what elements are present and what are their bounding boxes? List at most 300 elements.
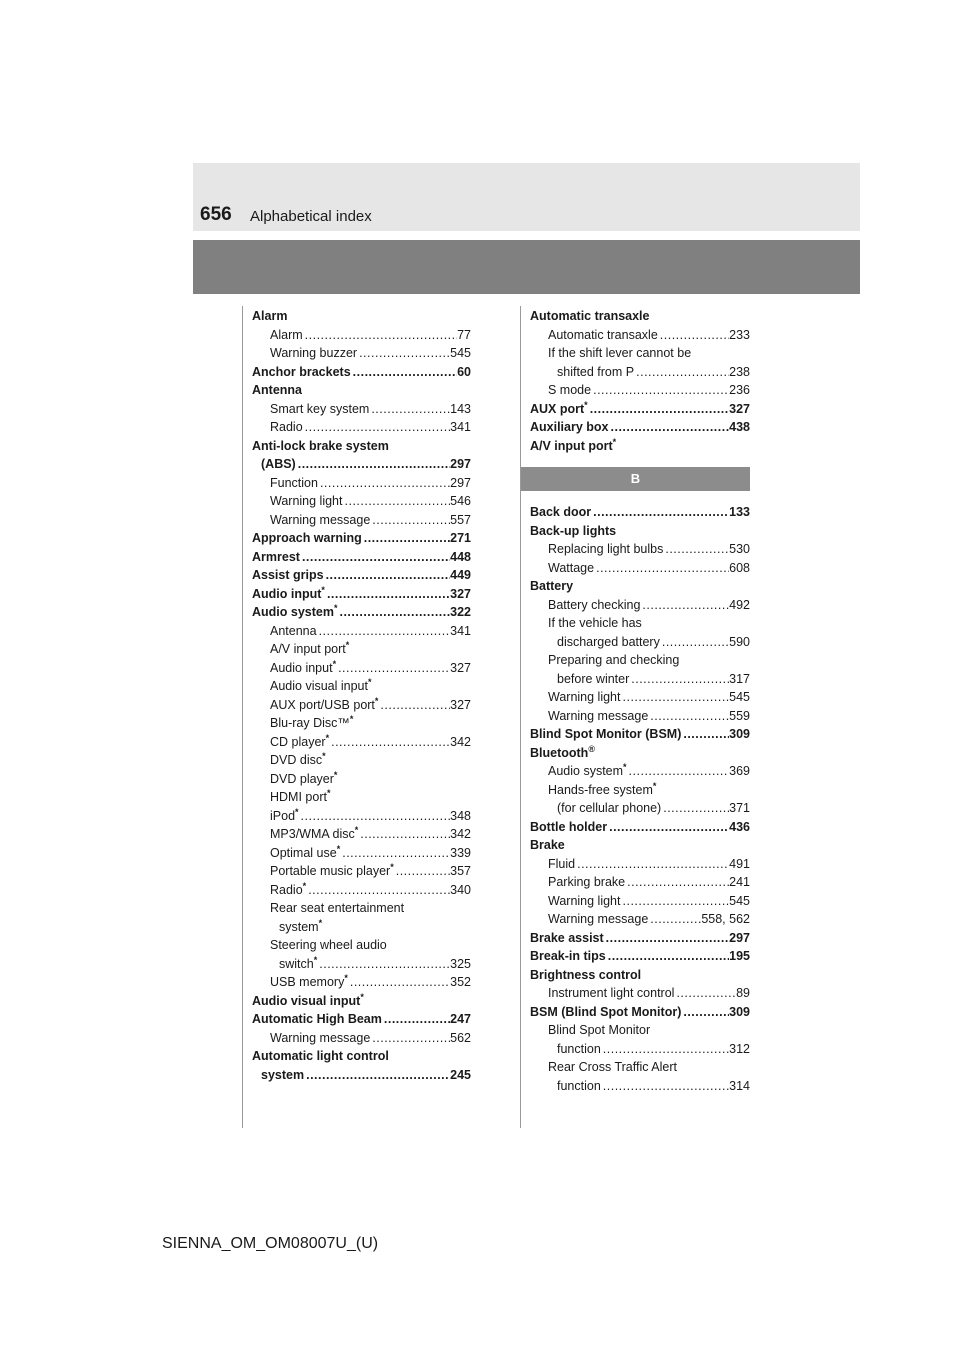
leader-dots <box>658 326 729 345</box>
page-reference: 89 <box>736 986 750 1000</box>
index-subentry <box>252 881 471 900</box>
leader-dots <box>607 818 729 837</box>
index-subentry <box>530 873 750 892</box>
asterisk-icon: * <box>313 954 318 965</box>
entry-text: Rear Cross Traffic Alert <box>548 1060 677 1074</box>
leader-dots <box>591 381 729 400</box>
leader-dots <box>663 540 729 559</box>
asterisk-icon: * <box>367 677 372 687</box>
entry-text: AUX port* <box>530 399 588 416</box>
page-reference: 545 <box>450 346 471 360</box>
page-reference: 492 <box>729 597 750 612</box>
entry-text: (ABS) <box>261 457 296 471</box>
entry-text: Warning message <box>270 1030 371 1045</box>
entry-text: Blind Spot Monitor (BSM) <box>530 727 682 741</box>
index-entry <box>252 381 471 400</box>
index-entry <box>530 522 750 541</box>
entry-text: function <box>557 1041 601 1056</box>
entry-text: Blind Spot Monitor <box>548 1023 651 1037</box>
index-subentry <box>252 492 471 511</box>
entry-text: CD player* <box>270 732 330 749</box>
leader-dots <box>575 855 729 874</box>
entry-text: Instrument light control <box>548 986 675 1000</box>
index-subentry <box>530 1021 750 1040</box>
index-entry <box>252 1010 471 1029</box>
page-reference: 341 <box>450 420 471 434</box>
leader-dots <box>337 603 450 622</box>
index-subentry <box>252 622 471 641</box>
index-entry <box>252 529 471 548</box>
index-subentry <box>252 511 471 530</box>
entry-text: Alarm <box>252 309 288 323</box>
leader-dots <box>674 984 736 1003</box>
entry-text: AUX port/USB port* <box>270 695 379 712</box>
entry-text: Automatic transaxle <box>530 309 650 323</box>
entry-text: Warning buzzer <box>270 346 358 360</box>
document-code: SIENNA_OM_OM08007U_(U) <box>162 1235 379 1252</box>
index-subentry <box>530 614 750 633</box>
page-reference: 322 <box>450 605 471 619</box>
index-subentry <box>530 855 750 874</box>
leader-dots <box>609 418 730 437</box>
entry-text: S mode <box>548 383 592 397</box>
leader-dots <box>627 762 730 781</box>
entry-text: Warning message <box>270 512 371 527</box>
index-subentry <box>252 1029 471 1048</box>
entry-text: Anti-lock brake system <box>252 438 389 453</box>
page-reference: 448 <box>450 549 471 564</box>
page-reference: 438 <box>729 420 750 434</box>
asterisk-icon: * <box>349 714 354 724</box>
page-reference: 449 <box>450 568 471 582</box>
entry-text: Audio visual input* <box>270 677 372 693</box>
leader-dots <box>303 326 457 345</box>
asterisk-icon: * <box>344 973 348 983</box>
index-subentry <box>252 418 471 437</box>
asterisk-icon: * <box>345 640 350 650</box>
index-subentry <box>530 984 750 1003</box>
index-subentry <box>530 596 750 615</box>
index-entry <box>252 585 471 604</box>
index-subentry <box>530 381 750 400</box>
index-subentry <box>252 659 471 678</box>
index-subentry <box>252 733 471 752</box>
header-dark-band <box>193 240 860 294</box>
page-reference: 327 <box>729 401 750 416</box>
index-entry <box>252 437 471 456</box>
asterisk-icon: * <box>295 806 299 817</box>
entry-text: system* <box>279 917 323 934</box>
index-group-b <box>530 503 750 1095</box>
entry-text: Antenna <box>270 623 317 638</box>
index-column-left <box>252 307 471 1084</box>
right-column-rule <box>520 306 521 1128</box>
page-reference: 369 <box>729 764 750 778</box>
asterisk-icon: * <box>333 603 338 613</box>
index-subentry <box>530 1040 750 1059</box>
page-reference: 238 <box>729 364 750 379</box>
asterisk-icon: * <box>623 762 627 772</box>
entry-text: Wattage <box>548 560 595 575</box>
leader-dots <box>299 807 451 826</box>
leader-dots <box>303 418 450 437</box>
index-subentry <box>252 862 471 881</box>
index-entry <box>252 307 471 326</box>
page-reference: 530 <box>729 542 750 556</box>
asterisk-icon: * <box>354 825 359 835</box>
page-reference: 314 <box>729 1078 750 1093</box>
index-entry <box>530 966 750 985</box>
asterisk-icon: * <box>325 732 330 743</box>
index-entry <box>252 548 471 567</box>
page-reference: 317 <box>729 671 750 686</box>
index-subentry <box>530 633 750 652</box>
index-subentry <box>252 640 471 659</box>
page-reference: 340 <box>450 882 471 897</box>
index-subentry <box>530 326 750 345</box>
entry-text: BSM (Blind Spot Monitor) <box>530 1004 682 1019</box>
leader-dots <box>629 670 729 689</box>
page-reference: 312 <box>729 1041 750 1056</box>
page-reference: 236 <box>729 383 750 397</box>
index-entry <box>530 418 750 437</box>
leader-dots <box>601 1040 729 1059</box>
asterisk-icon: * <box>612 436 617 447</box>
index-entry <box>530 836 750 855</box>
page-reference: 342 <box>450 734 471 749</box>
asterisk-icon: * <box>326 788 331 798</box>
entry-text: Bluetooth® <box>530 743 595 760</box>
index-subentry <box>530 892 750 911</box>
index-subentry <box>530 781 750 800</box>
leader-dots <box>362 529 450 548</box>
leader-dots <box>648 707 729 726</box>
page-reference: 545 <box>729 893 750 908</box>
entry-text: Audio system* <box>252 603 338 619</box>
leader-dots <box>318 474 450 493</box>
leader-dots <box>343 492 451 511</box>
entry-text: Automatic High Beam <box>252 1012 382 1026</box>
leader-dots <box>306 881 450 900</box>
page-reference: 341 <box>450 623 471 638</box>
page-reference: 339 <box>450 845 471 860</box>
entry-text: (for cellular phone) <box>557 801 662 815</box>
leader-dots <box>336 659 450 678</box>
entry-text: Radio <box>270 420 303 434</box>
entry-text: Assist grips <box>252 568 324 582</box>
index-subentry <box>252 899 471 918</box>
entry-text: Back door <box>530 505 592 519</box>
index-subentry <box>252 400 471 419</box>
index-group-a-continued <box>530 307 750 455</box>
entry-text: discharged battery <box>557 634 660 649</box>
entry-text: Hands-free system* <box>548 780 657 797</box>
leader-dots <box>594 559 729 578</box>
leader-dots <box>369 400 450 419</box>
index-subentry <box>252 751 471 770</box>
leader-dots <box>296 455 450 474</box>
page-reference: 241 <box>729 875 750 889</box>
entry-text: iPod* <box>270 806 299 823</box>
entry-text: Antenna <box>252 383 302 397</box>
leader-dots <box>648 910 701 929</box>
leader-dots <box>591 503 729 522</box>
entry-text: Smart key system <box>270 401 370 416</box>
index-subentry <box>252 326 471 345</box>
page-reference: 297 <box>729 930 750 945</box>
entry-text: Audio visual input* <box>252 991 364 1008</box>
page-reference: 297 <box>450 457 471 471</box>
leader-dots <box>382 1010 450 1029</box>
index-subentry <box>252 955 471 974</box>
leader-dots <box>370 1029 450 1048</box>
leader-dots <box>340 844 450 863</box>
index-entry <box>252 603 471 622</box>
entry-text: Battery <box>530 579 574 593</box>
index-subentry <box>530 1058 750 1077</box>
entry-text: Brake <box>530 838 565 852</box>
index-subentry <box>530 1077 750 1096</box>
page-reference: 327 <box>450 660 471 675</box>
page-reference: 233 <box>729 327 750 342</box>
leader-dots <box>601 1077 729 1096</box>
entry-text: Warning message <box>548 708 649 723</box>
asterisk-icon: * <box>322 751 326 761</box>
entry-text: DVD player* <box>270 769 338 786</box>
leader-dots <box>357 344 450 363</box>
index-entry <box>530 725 750 744</box>
index-entry <box>530 929 750 948</box>
index-entry <box>252 566 471 585</box>
entry-text: Approach warning <box>252 531 362 545</box>
page-reference: 371 <box>729 801 750 815</box>
index-subentry <box>252 344 471 363</box>
registered-mark-icon: ® <box>588 743 595 754</box>
page-reference: 491 <box>729 856 750 871</box>
page-reference: 559 <box>729 708 750 723</box>
page-reference: 245 <box>450 1067 471 1082</box>
index-entry <box>252 455 471 474</box>
page-reference: 348 <box>450 808 471 823</box>
index-entry <box>252 363 471 382</box>
asterisk-icon: * <box>374 695 379 706</box>
page-reference: 558, 562 <box>701 912 750 926</box>
entry-text: HDMI port* <box>270 788 331 804</box>
index-subentry <box>530 559 750 578</box>
index-entry <box>530 1003 750 1022</box>
entry-text: Brightness control <box>530 967 642 982</box>
asterisk-icon: * <box>318 917 323 928</box>
page-reference: 309 <box>729 1004 750 1019</box>
page-reference: 325 <box>450 956 471 971</box>
entry-text: Optimal use* <box>270 843 341 860</box>
leader-dots <box>300 548 450 567</box>
leader-dots <box>317 955 450 974</box>
index-entry <box>530 744 750 763</box>
leader-dots <box>604 929 729 948</box>
index-subentry <box>252 770 471 789</box>
index-subentry <box>530 910 750 929</box>
index-column-right <box>530 307 750 1095</box>
index-subentry <box>530 363 750 382</box>
index-subentry <box>252 696 471 715</box>
entry-text: Audio input* <box>252 584 325 601</box>
page-reference: 271 <box>450 531 471 545</box>
leader-dots <box>588 400 729 419</box>
leader-dots <box>351 363 457 382</box>
section-letter-bar: B <box>521 467 750 491</box>
entry-text: Audio system* <box>548 762 627 778</box>
page-reference: 590 <box>729 634 750 649</box>
leader-dots <box>324 566 451 585</box>
entry-text: DVD disc* <box>270 751 326 767</box>
asterisk-icon: * <box>321 584 325 595</box>
leader-dots <box>681 1003 729 1022</box>
entry-text: Warning message <box>548 912 649 926</box>
entry-text: Anchor brackets <box>252 364 351 379</box>
entry-text: Blu-ray Disc™* <box>270 714 354 730</box>
leader-dots <box>378 696 450 715</box>
page-reference: 545 <box>729 690 750 704</box>
entry-text: Function <box>270 475 318 490</box>
entry-text: A/V input port* <box>530 436 617 453</box>
leader-dots <box>329 733 450 752</box>
leader-dots <box>640 596 729 615</box>
entry-text: Alarm <box>270 327 303 342</box>
leader-dots <box>325 585 450 604</box>
index-entry <box>252 1066 471 1085</box>
index-entry <box>252 1047 471 1066</box>
leader-dots <box>304 1066 450 1085</box>
index-subentry <box>252 825 471 844</box>
entry-text: Bottle holder <box>530 819 608 834</box>
entry-text: Automatic light control <box>252 1049 389 1063</box>
index-subentry <box>252 788 471 807</box>
entry-text: Battery checking <box>548 597 641 612</box>
page-reference: 327 <box>450 586 471 601</box>
page-reference: 557 <box>450 512 471 527</box>
index-subentry <box>530 762 750 781</box>
leader-dots <box>394 862 450 881</box>
index-entry <box>530 818 750 837</box>
page-reference: 133 <box>729 505 750 519</box>
entry-text: If the vehicle has <box>548 616 642 630</box>
asterisk-icon: * <box>336 843 341 854</box>
index-subentry <box>530 707 750 726</box>
page-reference: 247 <box>450 1012 471 1026</box>
leader-dots <box>634 363 729 382</box>
page-reference: 342 <box>450 827 471 841</box>
leader-dots <box>681 725 729 744</box>
index-entry <box>530 947 750 966</box>
page-reference: 327 <box>450 697 471 712</box>
index-subentry <box>530 688 750 707</box>
leader-dots <box>606 947 729 966</box>
page-reference: 143 <box>450 401 471 416</box>
index-entry <box>530 437 750 456</box>
asterisk-icon: * <box>332 658 337 669</box>
entry-text: Replacing light bulbs <box>548 542 664 556</box>
index-entry <box>530 577 750 596</box>
page-reference: 60 <box>457 364 471 379</box>
page-reference: 608 <box>729 560 750 575</box>
page-reference: 436 <box>729 819 750 834</box>
entry-text: function <box>557 1078 601 1093</box>
entry-text: Warning light <box>548 893 621 908</box>
left-column-rule <box>242 306 243 1128</box>
index-entry <box>252 992 471 1011</box>
page-reference: 297 <box>450 475 471 490</box>
index-subentry <box>252 844 471 863</box>
entry-text: Back-up lights <box>530 523 617 538</box>
page-reference: 309 <box>729 727 750 741</box>
page-reference: 546 <box>450 494 471 508</box>
leader-dots <box>317 622 451 641</box>
index-entry <box>530 400 750 419</box>
entry-text: switch* <box>279 954 318 971</box>
page-reference: 352 <box>450 975 471 989</box>
leader-dots <box>621 688 730 707</box>
entry-text: A/V input port* <box>270 640 350 656</box>
entry-text: Warning light <box>548 690 621 704</box>
index-entry <box>530 307 750 326</box>
index-subentry <box>530 540 750 559</box>
entry-text: Parking brake <box>548 875 626 889</box>
leader-dots <box>621 892 730 911</box>
entry-text: before winter <box>557 671 630 686</box>
entry-text: Portable music player* <box>270 862 394 878</box>
leader-dots <box>625 873 729 892</box>
index-subentry <box>252 936 471 955</box>
page-reference: 77 <box>457 327 471 342</box>
entry-text: Armrest <box>252 549 300 564</box>
leader-dots <box>370 511 450 530</box>
entry-text: Preparing and checking <box>548 653 680 667</box>
entry-text: Brake assist <box>530 930 604 945</box>
index-subentry <box>252 807 471 826</box>
entry-text: If the shift lever cannot be <box>548 346 692 360</box>
page-reference: 195 <box>729 949 750 963</box>
index-entry <box>530 503 750 522</box>
asterisk-icon: * <box>360 991 364 1002</box>
page-reference: 357 <box>450 864 471 878</box>
entry-text: Audio input* <box>270 658 337 675</box>
leader-dots <box>661 799 729 818</box>
entry-text: Rear seat entertainment <box>270 901 405 915</box>
entry-text: shifted from P <box>557 364 635 379</box>
entry-text: Radio* <box>270 880 307 897</box>
entry-text: Warning light <box>270 494 343 508</box>
index-subentry <box>530 651 750 670</box>
entry-text: Steering wheel audio <box>270 938 387 952</box>
entry-text: Fluid <box>548 856 576 871</box>
index-subentry <box>252 677 471 696</box>
entry-text: MP3/WMA disc* <box>270 825 359 841</box>
section-title: Alphabetical index <box>250 208 372 225</box>
index-subentry <box>252 714 471 733</box>
index-subentry <box>252 973 471 992</box>
index-subentry <box>252 474 471 493</box>
asterisk-icon: * <box>302 880 307 891</box>
entry-text: Automatic transaxle <box>548 327 658 342</box>
asterisk-icon: * <box>333 769 338 780</box>
leader-dots <box>660 633 729 652</box>
asterisk-icon: * <box>652 780 657 791</box>
leader-dots <box>348 973 450 992</box>
entry-text: Break-in tips <box>530 949 606 963</box>
index-subentry <box>530 670 750 689</box>
entry-text: Auxiliary box <box>530 420 609 434</box>
